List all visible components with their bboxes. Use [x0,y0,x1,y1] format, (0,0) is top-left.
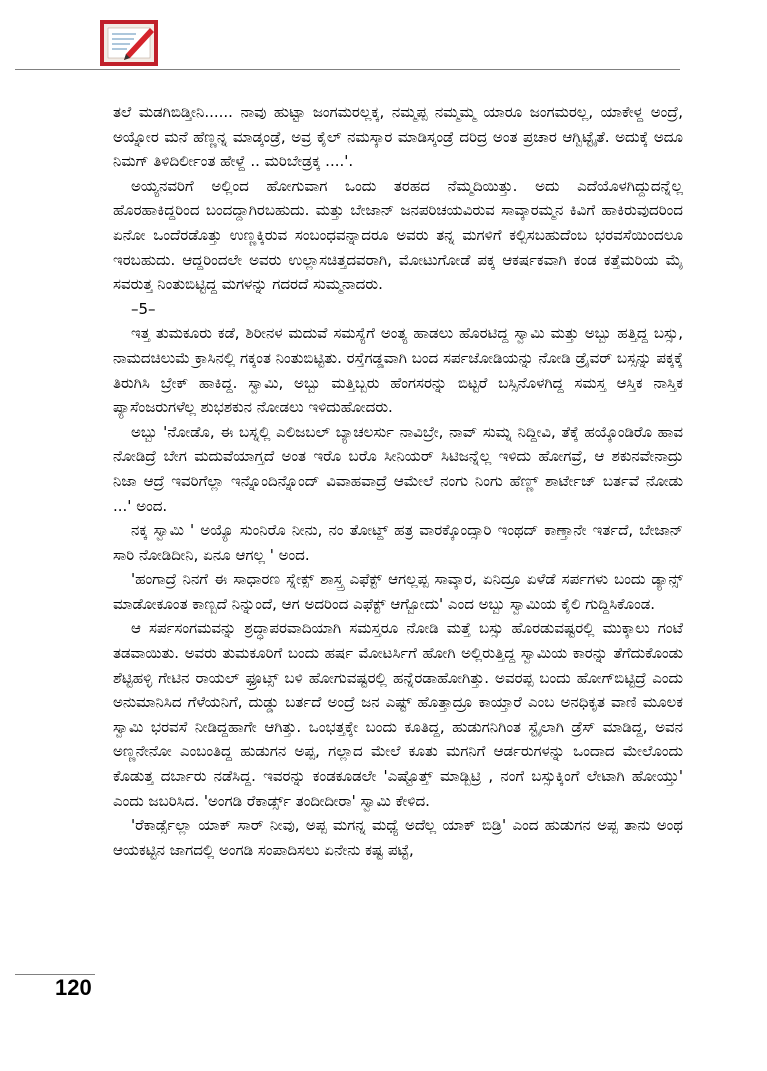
body-paragraph-2: ಅಯ್ಯನವರಿಗೆ ಅಲ್ಲಿಂದ ಹೋಗುವಾಗ ಒಂದು ತರಹದ ನೆಮ್ಮದಿಯಿತ್ತು. ಅದು ಎದೆಯೊಳಗಿದ್ದುದನ್ನೆಲ್ಲ ಹೊರಹಾಕಿದ್ದರಿಂದ ಬಂದದ್ದಾಗಿರಬಹುದು. ಮತ್ತು ಬೇಜಾನ್ ಜನಪರಿಚಯವಿರುವ ಸಾವ್ಕಾರಮ್ಮನ ಕಿವಿಗೆ ಹಾಕಿರುವುದರಿಂದ ಏನೋ ಒಂದೆರಡೊತ್ತು ಉಣ್ಣಕ್ಕಿರುವ ಸಂಬಂಧವನ್ನಾದರೂ ಅವರು ತನ್ನ ಮಗಳಿಗೆ ಕಲ್ಪಿಸಬಹುದೆಂಬ ಭರವಸೆಯಿಂದಲೂ ಇರಬಹುದು. ಆದ್ದರಿಂದಲೇ ಅವರು ಉಲ್ಲಾಸಚಿತ್ತದವರಾಗಿ, ಮೋಟುಗೋಡೆ ಪಕ್ಕ ಆಕರ್ಷಕವಾಗಿ ಕಂಡ ಕತ್ತೆಮರಿಯ ಮೈ ಸವರುತ್ತ ನಿಂತುಬಿಟ್ಟಿದ್ದ ಮಗಳನ್ನು ಗದರದೆ ಸುಮ್ಮನಾದರು. [113,176,683,294]
header-logo [100,20,158,66]
body-paragraph-3: ಇತ್ತ ತುಮಕೂರು ಕಡೆ, ಶಿರೀನಳ ಮದುವೆ ಸಮಸ್ಯೆಗೆ ಅಂತ್ಯ ಹಾಡಲು ಹೊರಟಿದ್ದ ಸ್ವಾಮಿ ಮತ್ತು ಅಬ್ಬು ಹತ್ತಿದ್ದ ಬಸ್ಸು, ನಾಮದಚಿಲುಮೆ ಕ್ರಾಸಿನಲ್ಲಿ ಗಕ್ಕಂತ ನಿಂತುಬಿಟ್ಟಿತು. ರಸ್ತೆಗಡ್ಡವಾಗಿ ಬಂದ ಸರ್ಪಜೋಡಿಯನ್ನು ನೋಡಿ ಡ್ರೈವರ್ ಬಸ್ಸನ್ನು ಪಕ್ಕಕ್ಕೆ ತಿರುಗಿಸಿ ಬ್ರೇಕ್ ಹಾಕಿದ್ದ. ಸ್ವಾಮಿ, ಅಬ್ಬು ಮತ್ತಿಬ್ಬರು ಹೆಂಗಸರನ್ನು ಬಿಟ್ಟರೆ ಬಸ್ಸಿನೊಳಗಿದ್ದ ಸಮಸ್ತ ಆಸ್ತಿಕ ನಾಸ್ತಿಕ ಪ್ಯಾಸೆಂಜರುಗಳೆಲ್ಲ ಶುಭಶಕುನ ನೋಡಲು ಇಳಿದುಹೋದರು. [113,324,683,417]
body-paragraph-4: ಅಬ್ಬು 'ನೋಡೊ, ಈ ಬಸ್ನಲ್ಲಿ ಎಲಿಜಬಲ್ ಬ್ಯಾಚಲರ್ಸು ನಾವಿಬ್ರೇ, ನಾವ್ ಸುಮ್ನ ನಿದ್ದೀವಿ, ತೆಕ್ಕೆ ಹಯ್ಕೊಂಡಿರೊ ಹಾವ ನೋಡಿದ್ರೆ ಬೇಗ ಮದುವೆಯಾಗ್ತದೆ ಅಂತ ಇರೊ ಬರೊ ಸೀನಿಯರ್ ಸಿಟಿಜನ್ನೆಲ್ಲ ಇಳಿದು ಹೋಗವ್ರೆ, ಆ ಶಕುನವೇನಾದ್ರು ನಿಜಾ ಆದ್ರೆ ಇವರಿಗೆಲ್ಲಾ ಇನ್ನೊಂದಿನ್ನೊಂದ್ ವಿವಾಹವಾದ್ರೆ ಆಮೇಲೆ ನಂಗು ನಿಂಗು ಹೆಣ್ಣ್ ಶಾರ್ಟೇಜ್ ಬರ್ತವೆ ನೋಡು ...' ಅಂದ. [113,422,683,515]
body-paragraph-5: ನಕ್ಕ ಸ್ವಾಮಿ ' ಅಯ್ಯೊ ಸುಂನಿರೊ ನೀನು, ನಂ ತೋಟ್ದ್ ಹತ್ರ ವಾರಕ್ಕೊಂದ್ಸಾರಿ ಇಂಥದ್ ಕಾಣ್ತಾನೇ ಇರ್ತದೆ, ಬೇಜಾನ್ ಸಾರಿ ನೋಡಿದೀನಿ, ಏನೂ ಆಗಲ್ಲ ' ಅಂದ. [113,521,683,564]
body-paragraph-1: ತಲೆ ಮಡಗಿಬಿಡ್ತೀನಿ...... ನಾವು ಹುಟ್ಟಾ ಜಂಗಮರಲ್ಲಕ್ಕ, ನಮ್ಮಪ್ಪ ನಮ್ಮಮ್ಮ ಯಾರೂ ಜಂಗಮರಲ್ಲ, ಯಾಕೇಳ್ದ ಅಂದ್ರೆ, ಅಯ್ನೋರ ಮನೆ ಹೆಣ್ಣನ್ನ ಮಾಡ್ಕಂಡ್ರೆ, ಅವ್ರ ಕೈಲ್ ನಮಸ್ಕಾರ ಮಾಡಿಸ್ಕಂಡ್ರೆ ದರಿದ್ರ ಅಂತ ಪ್ರಚಾರ ಆಗ್ಬಿಟ್ಟೈತೆ. ಅದುಕ್ಕೆ ಅದೂ ನಿಮಗ್ ತಿಳಿದಿರ್ಲೀಂತ ಹೇಳ್ದೆ .. ಮರಿಬೇಡ್ರಕ್ಕ ....'. [113,103,683,171]
section-marker: –5– [131,299,156,318]
header-rule [15,69,680,70]
body-paragraph-6: 'ಹಂಗಾದ್ರೆ ನಿನಗೆ ಈ ಸಾಧಾರಣ ಸ್ನೇಕ್ಸ್ ಶಾಸ್ತ್ರ ಎಫೆಕ್ಟ್ ಆಗಲ್ಲಪ್ಪ ಸಾವ್ಕಾರ, ಏನಿದ್ರೂ ಏಳೆಡೆ ಸರ್ಪಗಳು ಬಂದು ಡ್ಯಾನ್ಸ್ ಮಾಡೋಕೂಂತ ಕಾಣ್ಬದೆ ನಿನ್ನುಂದೆ, ಆಗ ಅದರಿಂದ ಎಫೆಕ್ಟ್ ಆಗ್ಬೋದು' ಎಂದ ಅಬ್ಬು ಸ್ವಾಮಿಯ ಕೈಲಿ ಗುದ್ದಿಸಿಕೊಂಡ. [113,570,683,613]
page-number: 120 [55,975,92,1000]
body-paragraph-7: ಆ ಸರ್ಪಸಂಗಮವನ್ನು ಶ್ರದ್ಧಾಪರವಾದಿಯಾಗಿ ಸಮಸ್ತರೂ ನೋಡಿ ಮತ್ತೆ ಬಸ್ಸು ಹೊರಡುವಷ್ಟರಲ್ಲಿ ಮುಕ್ಕಾಲು ಗಂಟೆ ತಡವಾಯಿತು. ಅವರು ತುಮಕೂರಿಗೆ ಬಂದು ಹರ್ಷ ಮೋಟರ್ಸಿಗೆ ಹೋಗಿ ಅಲ್ಲಿರುತ್ತಿದ್ದ ಸ್ವಾಮಿಯ ಕಾರನ್ನು ತೆಗೆದುಕೊಂಡು ಶೆಟ್ಟಿಹಳ್ಳಿ ಗೇಟಿನ ರಾಯಲ್ ಫ್ರೂಟ್ಸ್ ಬಳಿ ಹೋಗುವಷ್ಟರಲ್ಲಿ ಹನ್ನೆರಡಾಹೋಗಿತ್ತು. ಅವರಪ್ಪ ಬಂದು ಹೋಗ್‍ಬಿಟ್ಟಿದ್ರೆ ಎಂದು ಅನುಮಾನಿಸಿದ ಗೆಳೆಯನಿಗೆ, ದುಡ್ಡು ಬರ್ತದೆ ಅಂದ್ರೆ ಜನ ಎಷ್ಟ್ ಹೊತ್ತಾದ್ರೂ ಕಾಯ್ತಾರೆ ಎಂಬ ಅನಧಿಕೃತ ವಾಣಿ ಮೂಲಕ ಸ್ವಾಮಿ ಭರವಸೆ ನೀಡಿದ್ದಹಾಗೇ ಆಗಿತ್ತು. ಒಂಭತ್ತಕ್ಕೇ ಬಂದು ಕೂತಿದ್ದ, ಹುಡುಗನಿಗಿಂತ ಸ್ಟೈಲಾಗಿ ಡ್ರೆಸ್ ಮಾಡಿದ್ದ, ಅವನ ಅಣ್ಣನೇನೋ ಎಂಬಂತಿದ್ದ ಹುಡುಗನ ಅಪ್ಪ, ಗಲ್ಲಾದ ಮೇಲೆ ಕೂತು ಮಗನಿಗೆ ಆರ್ಡರುಗಳನ್ನು ಒಂದಾದ ಮೇಲೊಂದು ಕೊಡುತ್ತ ದರ್ಬಾರು ನಡೆಸಿದ್ದ. ಇವರನ್ನು ಕಂಡಕೂಡಲೇ 'ಎಷ್ಟೊತ್ತ್ ಮಾಡ್ಬಿಟ್ರಿ , ನಂಗೆ ಬಸ್ಸುಕ್ಕಿಂಗೆ ಲೇಟಾಗಿ ಹೋಯ್ತು' ಎಂದು ಜಬರಿಸಿದ. 'ಅಂಗಡಿ ರೆಕಾರ್ಡ್ಸ್ ತಂದೀದೀರಾ' ಸ್ವಾಮಿ ಕೇಳಿದ. [113,619,683,810]
body-paragraph-8: 'ರೆಕಾರ್ಡ್ಸೆಲ್ಲಾ ಯಾಕ್ ಸಾರ್ ನೀವು, ಅಪ್ಪ ಮಗನ್ನ ಮಧ್ಯೆ ಅದೆಲ್ಲ ಯಾಕ್ ಬಿಡ್ರಿ' ಎಂದ ಹುಡುಗನ ಅಪ್ಪ ತಾನು ಅಂಥ ಆಯಕಟ್ಟಿನ ಜಾಗದಲ್ಲಿ ಅಂಗಡಿ ಸಂಪಾದಿಸಲು ಏನೇನು ಕಷ್ಟ ಪಟ್ಟೆ, [113,816,683,859]
pen-and-paper-icon [100,20,158,66]
page-body [113,100,683,862]
